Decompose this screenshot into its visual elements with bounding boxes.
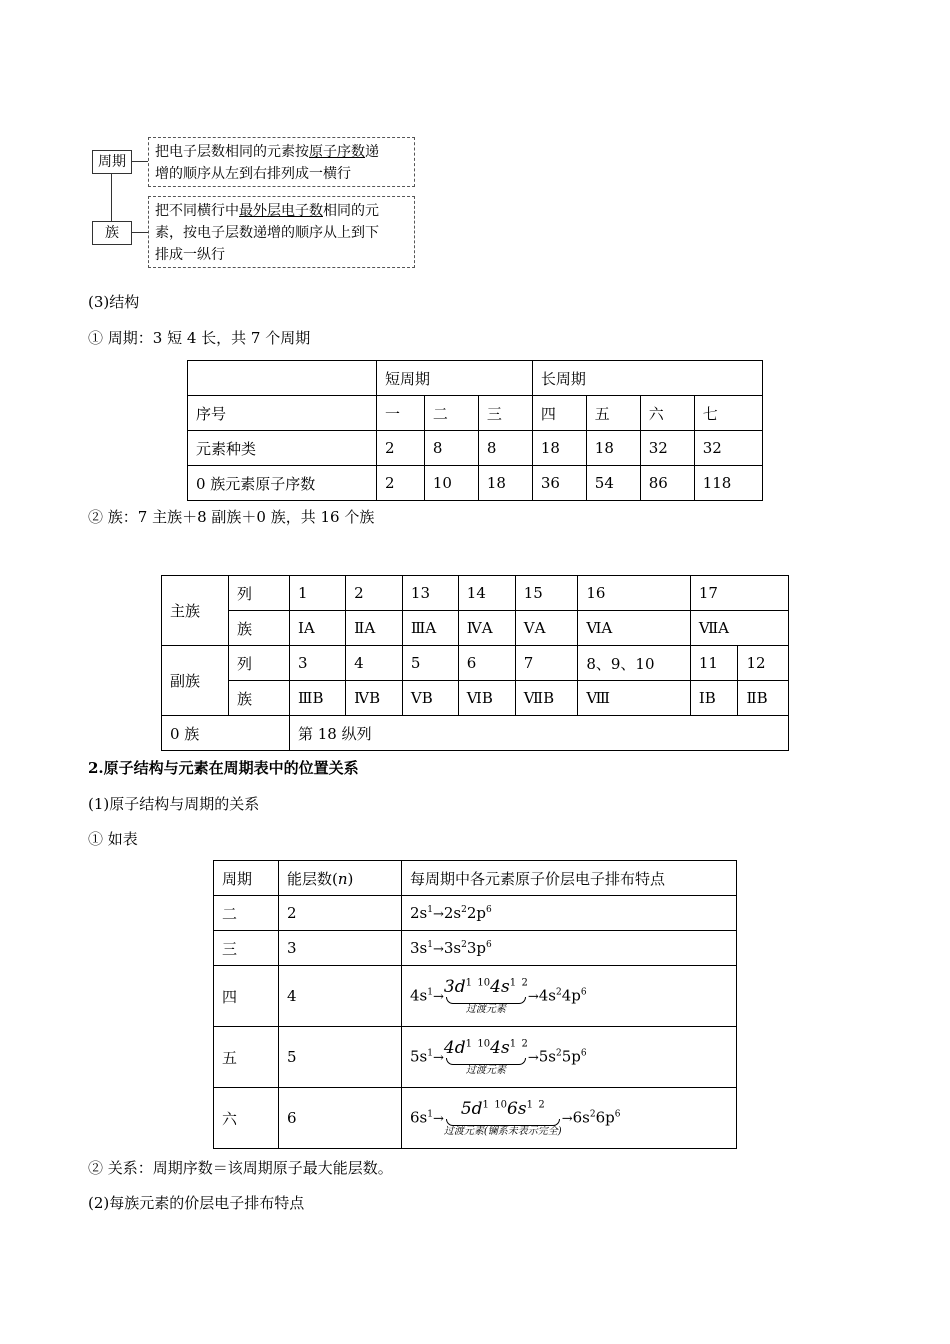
section-2-title: 2.原子结构与元素在周期表中的位置关系 — [88, 759, 359, 777]
period-label: 周期 — [98, 154, 126, 170]
table-row: 三 3 $3s^1\to 3s^23p^6$ — [214, 931, 737, 966]
subsection-2-title: (2)每族元素的价层电子排布特点 — [88, 1194, 305, 1212]
table-row: 0 族元素原子序数 2 10 18 36 54 86 118 — [188, 466, 763, 501]
table-row: 族 ⅠA ⅡA ⅢA ⅣA ⅤA ⅥA ⅦA — [162, 611, 789, 646]
table-row: 0 族 第 18 纵列 — [162, 716, 789, 751]
group-description — [148, 196, 415, 268]
groups-summary: ② 族：7 主族＋8 副族＋0 族，共 16 个族 — [88, 508, 375, 526]
subsection-1-title: (1)原子结构与周期的关系 — [88, 795, 260, 813]
transition-brace: $5d^1$ $^{10}6s^1$ $^2$ 过渡元素(镧系未表示完全) — [443, 1098, 562, 1137]
period-description — [148, 137, 415, 187]
table-row: 副族 列 3 4 5 6 7 8、9、10 11 12 — [162, 646, 789, 681]
connector-period — [131, 161, 148, 162]
config-formula: $5s^1\to$ $4d^1$ $^{10}4s^1$ $^2$ 过渡元素 $\to 5s^25p^6$ — [402, 1027, 737, 1088]
main-group-label: 主族 — [162, 576, 229, 646]
period-desc-line1: 把电子层数相同的元素按原子序数递 — [155, 144, 379, 160]
config-formula: $3s^1\to 3s^23p^6$ — [402, 931, 737, 966]
table-row: 元素种类 2 8 8 18 18 32 32 — [188, 431, 763, 466]
table-row: 主族 列 1 2 13 14 15 16 17 — [162, 576, 789, 611]
table-row: 族 ⅢB ⅣB ⅤB ⅥB ⅦB Ⅷ ⅠB ⅡB — [162, 681, 789, 716]
table-row: 六 6 $6s^1\to$ $5d^1$ $^{10}6s^1$ $^2$ 过渡元素(镧系未表示完全) $\to 6s^26p^6$ — [214, 1088, 737, 1149]
long-period-header: 长周期 — [532, 361, 762, 396]
sub-group-label: 副族 — [162, 646, 229, 716]
section-3-title: (3)结构 — [88, 293, 140, 311]
group-desc-line3: 排成一纵行 — [155, 247, 225, 263]
as-table-label: ① 如表 — [88, 830, 138, 848]
config-table — [213, 860, 737, 1149]
table-row: 周期 能层数(n) 每周期中各元素原子价层电子排布特点 — [214, 861, 737, 896]
config-formula: $6s^1\to$ $5d^1$ $^{10}6s^1$ $^2$ 过渡元素(镧系未表示完全) $\to 6s^26p^6$ — [402, 1088, 737, 1149]
periods-summary: ① 周期：3 短 4 长，共 7 个周期 — [88, 329, 311, 347]
table-row: 二 2 $2s^1\to 2s^22p^6$ — [214, 896, 737, 931]
connector-vertical — [111, 173, 112, 221]
period-desc-line2: 增的顺序从左到右排列成一横行 — [155, 166, 351, 182]
period-label-box — [92, 150, 132, 174]
transition-brace: $4d^1$ $^{10}4s^1$ $^2$ 过渡元素 — [443, 1037, 528, 1076]
group-desc-line2: 素，按电子层数递增的顺序从上到下 — [155, 225, 379, 241]
short-period-header: 短周期 — [377, 361, 533, 396]
connector-group — [131, 232, 148, 233]
config-formula: $2s^1\to 2s^22p^6$ — [402, 896, 737, 931]
group-label-box — [92, 221, 132, 245]
group-table — [161, 575, 789, 751]
config-formula: $4s^1\to$ $3d^1$ $^{10}4s^1$ $^2$ 过渡元素 $\to 4s^24p^6$ — [402, 966, 737, 1027]
table-row: 序号 一 二 三 四 五 六 七 — [188, 396, 763, 431]
table-row: 五 5 $5s^1\to$ $4d^1$ $^{10}4s^1$ $^2$ 过渡元素 $\to 5s^25p^6$ — [214, 1027, 737, 1088]
relation-text: ② 关系：周期序数＝该周期原子最大能层数。 — [88, 1159, 393, 1177]
group-label: 族 — [105, 225, 119, 241]
period-table — [187, 360, 763, 501]
table-row: 四 4 $4s^1\to$ $3d^1$ $^{10}4s^1$ $^2$ 过渡元素 $\to 4s^24p^6$ — [214, 966, 737, 1027]
zero-group-label: 0 族 — [162, 716, 290, 751]
group-desc-line1: 把不同横行中最外层电子数相同的元 — [155, 203, 379, 219]
transition-brace: $3d^1$ $^{10}4s^1$ $^2$ 过渡元素 — [443, 976, 528, 1015]
